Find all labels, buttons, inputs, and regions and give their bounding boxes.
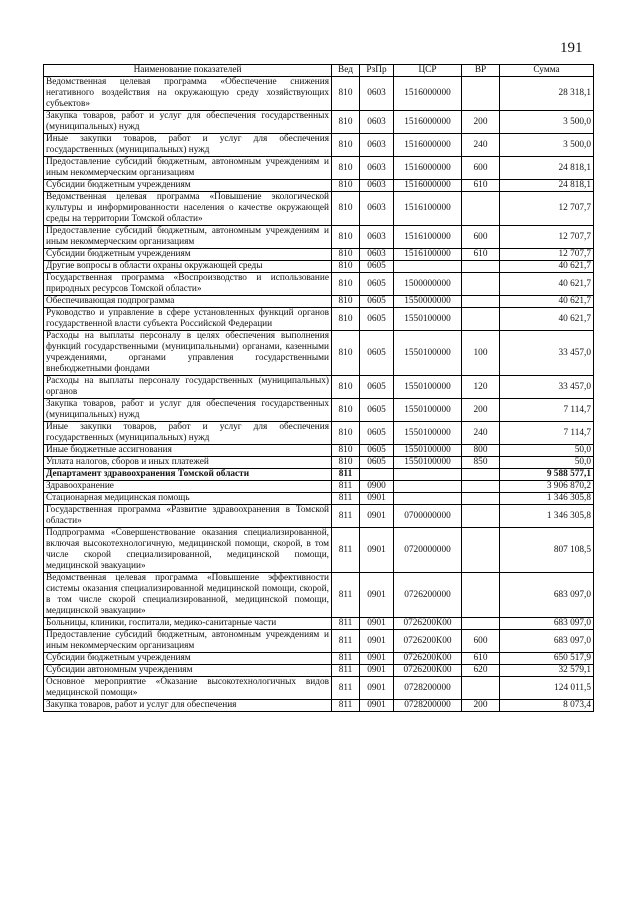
cell-name: Субсидии бюджетным учреждениям <box>44 249 332 261</box>
cell-name: Расходы на выплаты персоналу государственных (муниципальных) органов <box>44 376 332 399</box>
table-row <box>44 422 594 445</box>
cell-csr: 1516000000 <box>394 111 462 134</box>
header-csr: ЦСР <box>394 65 462 77</box>
cell-ved: 811 <box>332 700 360 712</box>
cell-sum: 50,0 <box>500 445 594 457</box>
cell-name: Обеспечивающая подпрограмма <box>44 296 332 308</box>
cell-csr: 1550100000 <box>394 331 462 376</box>
cell-sum: 32 579,1 <box>500 665 594 677</box>
cell-vr <box>462 296 500 308</box>
cell-csr: 0726200К00 <box>394 665 462 677</box>
cell-ved: 811 <box>332 505 360 528</box>
cell-vr: 100 <box>462 331 500 376</box>
cell-vr <box>462 469 500 481</box>
cell-ved: 810 <box>332 249 360 261</box>
table-row <box>44 481 594 493</box>
cell-name: Руководство и управление в сфере установленных функций органов государственной власти субъекта Российской Федерации <box>44 308 332 331</box>
cell-sum: 33 457,0 <box>500 331 594 376</box>
table-row <box>44 226 594 249</box>
table-row <box>44 77 594 111</box>
cell-name: Ведомственная целевая программа «Повышение экологической культуры и информированности населения о качестве окружающей среды на территории Томской области» <box>44 192 332 226</box>
cell-csr <box>394 481 462 493</box>
cell-name: Другие вопросы в области охраны окружающей среды <box>44 261 332 273</box>
table-row <box>44 469 594 481</box>
cell-sum: 40 621,7 <box>500 296 594 308</box>
cell-rzpr: 0603 <box>360 134 394 157</box>
table-row <box>44 573 594 618</box>
cell-ved: 810 <box>332 134 360 157</box>
header-vr: ВР <box>462 65 500 77</box>
cell-name: Закупка товаров, работ и услуг для обеспечения государственных (муниципальных) нужд <box>44 111 332 134</box>
cell-sum: 7 114,7 <box>500 422 594 445</box>
cell-name: Основное мероприятие «Оказание высокотехнологичных видов медицинской помощи» <box>44 677 332 700</box>
cell-rzpr: 0901 <box>360 630 394 653</box>
cell-name: Подпрограмма «Совершенствование оказания специализированной, включая высокотехнологичную, медицинской помощи, скорой, в том числе скорой специализированной, медицинской помощи, медицинской эвакуации» <box>44 528 332 573</box>
cell-name: Закупка товаров, работ и услуг для обеспечения <box>44 700 332 712</box>
cell-ved: 810 <box>332 399 360 422</box>
cell-rzpr: 0605 <box>360 457 394 469</box>
cell-ved: 810 <box>332 157 360 180</box>
table-row <box>44 399 594 422</box>
cell-rzpr: 0605 <box>360 261 394 273</box>
table-row <box>44 180 594 192</box>
cell-csr <box>394 261 462 273</box>
cell-sum: 3 500,0 <box>500 134 594 157</box>
cell-ved: 811 <box>332 528 360 573</box>
cell-ved: 810 <box>332 296 360 308</box>
cell-vr: 600 <box>462 630 500 653</box>
cell-rzpr: 0605 <box>360 422 394 445</box>
cell-vr <box>462 77 500 111</box>
cell-sum: 683 097,0 <box>500 618 594 630</box>
cell-ved: 810 <box>332 180 360 192</box>
table-row <box>44 249 594 261</box>
cell-sum: 12 707,7 <box>500 226 594 249</box>
cell-vr: 200 <box>462 700 500 712</box>
cell-rzpr: 0605 <box>360 399 394 422</box>
cell-sum: 3 500,0 <box>500 111 594 134</box>
cell-vr <box>462 505 500 528</box>
cell-rzpr: 0901 <box>360 528 394 573</box>
cell-vr: 600 <box>462 157 500 180</box>
cell-rzpr: 0603 <box>360 249 394 261</box>
cell-csr: 1516000000 <box>394 157 462 180</box>
cell-csr <box>394 469 462 481</box>
cell-ved: 810 <box>332 77 360 111</box>
cell-vr: 620 <box>462 665 500 677</box>
cell-name: Предоставление субсидий бюджетным, автономным учреждениям и иным некоммерческим организациям <box>44 630 332 653</box>
cell-rzpr: 0901 <box>360 653 394 665</box>
cell-ved: 810 <box>332 331 360 376</box>
cell-csr: 0720000000 <box>394 528 462 573</box>
cell-csr: 0728200000 <box>394 677 462 700</box>
header-ved: Вед <box>332 65 360 77</box>
table-row <box>44 665 594 677</box>
cell-csr: 1550100000 <box>394 308 462 331</box>
cell-rzpr: 0900 <box>360 481 394 493</box>
cell-vr <box>462 308 500 331</box>
cell-rzpr: 0603 <box>360 111 394 134</box>
cell-ved: 811 <box>332 653 360 665</box>
cell-ved: 810 <box>332 445 360 457</box>
cell-vr <box>462 273 500 296</box>
cell-sum: 40 621,7 <box>500 273 594 296</box>
cell-vr: 610 <box>462 180 500 192</box>
cell-sum: 24 818,1 <box>500 180 594 192</box>
cell-csr: 1550000000 <box>394 296 462 308</box>
table-row <box>44 618 594 630</box>
cell-name: Ведомственная целевая программа «Обеспечение снижения негативного воздействия на окружающую среду хозяйствующих субъектов» <box>44 77 332 111</box>
cell-sum: 28 318,1 <box>500 77 594 111</box>
cell-csr: 1550100000 <box>394 399 462 422</box>
cell-sum: 650 517,9 <box>500 653 594 665</box>
cell-name: Закупка товаров, работ и услуг для обеспечения государственных (муниципальных) нужд <box>44 399 332 422</box>
cell-sum: 24 818,1 <box>500 157 594 180</box>
cell-csr: 0728200000 <box>394 700 462 712</box>
cell-sum: 8 073,4 <box>500 700 594 712</box>
cell-sum: 40 621,7 <box>500 261 594 273</box>
cell-rzpr: 0603 <box>360 77 394 111</box>
table-row <box>44 261 594 273</box>
cell-csr: 0726200К00 <box>394 630 462 653</box>
cell-vr: 200 <box>462 111 500 134</box>
cell-name: Здравоохранение <box>44 481 332 493</box>
cell-vr <box>462 192 500 226</box>
cell-ved: 811 <box>332 493 360 505</box>
cell-csr: 1550100000 <box>394 376 462 399</box>
cell-vr <box>462 493 500 505</box>
cell-rzpr: 0605 <box>360 296 394 308</box>
cell-ved: 810 <box>332 226 360 249</box>
header-rzpr: РзПр <box>360 65 394 77</box>
cell-csr: 0726200000 <box>394 573 462 618</box>
cell-csr: 1516000000 <box>394 77 462 111</box>
cell-vr: 120 <box>462 376 500 399</box>
cell-vr <box>462 481 500 493</box>
table-row <box>44 700 594 712</box>
cell-sum: 1 346 305,8 <box>500 493 594 505</box>
cell-rzpr: 0901 <box>360 493 394 505</box>
cell-vr <box>462 618 500 630</box>
table-row <box>44 157 594 180</box>
cell-rzpr: 0901 <box>360 505 394 528</box>
cell-name: Государственная программа «Развитие здравоохранения в Томской области» <box>44 505 332 528</box>
cell-sum: 124 011,5 <box>500 677 594 700</box>
table-row <box>44 493 594 505</box>
table-row <box>44 192 594 226</box>
cell-name: Иные бюджетные ассигнования <box>44 445 332 457</box>
cell-csr: 0700000000 <box>394 505 462 528</box>
cell-rzpr: 0901 <box>360 677 394 700</box>
cell-name: Уплата налогов, сборов и иных платежей <box>44 457 332 469</box>
cell-csr: 1516100000 <box>394 249 462 261</box>
cell-csr: 1516100000 <box>394 226 462 249</box>
cell-sum: 683 097,0 <box>500 630 594 653</box>
cell-vr: 800 <box>462 445 500 457</box>
cell-rzpr: 0603 <box>360 157 394 180</box>
cell-csr: 0726200К00 <box>394 653 462 665</box>
table-row <box>44 653 594 665</box>
table-row <box>44 111 594 134</box>
cell-sum: 33 457,0 <box>500 376 594 399</box>
cell-sum: 12 707,7 <box>500 249 594 261</box>
cell-name: Расходы на выплаты персоналу в целях обеспечения выполнения функций государственными (муниципальными) органами, казенными учреждениями, органами управления государственными внебюджетными фондами <box>44 331 332 376</box>
cell-rzpr: 0603 <box>360 180 394 192</box>
cell-ved: 810 <box>332 376 360 399</box>
cell-name: Субсидии бюджетным учреждениям <box>44 180 332 192</box>
table-row <box>44 331 594 376</box>
cell-sum: 12 707,7 <box>500 192 594 226</box>
cell-vr: 610 <box>462 653 500 665</box>
cell-rzpr: 0605 <box>360 308 394 331</box>
cell-name: Государственная программа «Воспроизводство и использование природных ресурсов Томской области» <box>44 273 332 296</box>
cell-name: Иные закупки товаров, работ и услуг для обеспечения государственных (муниципальных) нужд <box>44 134 332 157</box>
cell-csr: 1516000000 <box>394 134 462 157</box>
cell-name: Предоставление субсидий бюджетным, автономным учреждениям и иным некоммерческим организациям <box>44 226 332 249</box>
cell-vr: 240 <box>462 422 500 445</box>
cell-sum: 40 621,7 <box>500 308 594 331</box>
cell-csr: 1550100000 <box>394 457 462 469</box>
cell-rzpr <box>360 469 394 481</box>
cell-csr: 0726200К00 <box>394 618 462 630</box>
cell-vr: 600 <box>462 226 500 249</box>
cell-csr: 1516000000 <box>394 180 462 192</box>
cell-ved: 811 <box>332 665 360 677</box>
cell-ved: 810 <box>332 111 360 134</box>
table-row <box>44 505 594 528</box>
table-header-row <box>44 65 594 77</box>
cell-name: Иные закупки товаров, работ и услуг для обеспечения государственных (муниципальных) нужд <box>44 422 332 445</box>
cell-ved: 810 <box>332 422 360 445</box>
table-row <box>44 630 594 653</box>
table-row <box>44 677 594 700</box>
table-row <box>44 273 594 296</box>
budget-table <box>43 64 594 712</box>
cell-name: Предоставление субсидий бюджетным, автономным учреждениям и иным некоммерческим организациям <box>44 157 332 180</box>
cell-sum: 3 906 870,2 <box>500 481 594 493</box>
header-sum: Сумма <box>500 65 594 77</box>
table-body <box>44 77 594 712</box>
cell-csr: 1516100000 <box>394 192 462 226</box>
cell-sum: 50,0 <box>500 457 594 469</box>
cell-csr <box>394 493 462 505</box>
cell-rzpr: 0603 <box>360 226 394 249</box>
cell-ved: 810 <box>332 273 360 296</box>
table-row <box>44 457 594 469</box>
cell-rzpr: 0605 <box>360 331 394 376</box>
cell-vr: 610 <box>462 249 500 261</box>
cell-ved: 810 <box>332 457 360 469</box>
cell-ved: 811 <box>332 573 360 618</box>
cell-name: Больницы, клиники, госпитали, медико-санитарные части <box>44 618 332 630</box>
cell-ved: 811 <box>332 618 360 630</box>
header-name: Наименование показателей <box>44 65 332 77</box>
cell-ved: 811 <box>332 677 360 700</box>
cell-name: Стационарная медицинская помощь <box>44 493 332 505</box>
cell-name: Субсидии автономным учреждениям <box>44 665 332 677</box>
cell-csr: 1550100000 <box>394 422 462 445</box>
cell-name: Субсидии бюджетным учреждениям <box>44 653 332 665</box>
cell-name: Департамент здравоохранения Томской области <box>44 469 332 481</box>
cell-sum: 7 114,7 <box>500 399 594 422</box>
cell-ved: 811 <box>332 469 360 481</box>
table-row <box>44 376 594 399</box>
table-row <box>44 528 594 573</box>
cell-rzpr: 0605 <box>360 445 394 457</box>
cell-sum: 9 588 577,1 <box>500 469 594 481</box>
cell-csr: 1550100000 <box>394 445 462 457</box>
cell-sum: 807 108,5 <box>500 528 594 573</box>
cell-vr: 200 <box>462 399 500 422</box>
cell-rzpr: 0605 <box>360 376 394 399</box>
cell-rzpr: 0901 <box>360 618 394 630</box>
cell-rzpr: 0605 <box>360 273 394 296</box>
cell-vr <box>462 573 500 618</box>
cell-vr <box>462 261 500 273</box>
cell-csr: 1500000000 <box>394 273 462 296</box>
cell-ved: 811 <box>332 630 360 653</box>
table-row <box>44 308 594 331</box>
cell-ved: 810 <box>332 192 360 226</box>
cell-rzpr: 0901 <box>360 665 394 677</box>
cell-vr <box>462 677 500 700</box>
cell-vr: 850 <box>462 457 500 469</box>
cell-vr <box>462 528 500 573</box>
cell-sum: 683 097,0 <box>500 573 594 618</box>
page-number: 191 <box>560 40 583 56</box>
cell-rzpr: 0603 <box>360 192 394 226</box>
cell-ved: 810 <box>332 261 360 273</box>
table-row <box>44 296 594 308</box>
table-row <box>44 445 594 457</box>
cell-rzpr: 0901 <box>360 700 394 712</box>
cell-vr: 240 <box>462 134 500 157</box>
cell-name: Ведомственная целевая программа «Повышение эффективности системы оказания специализированной медицинской помощи, скорой, в том числе скорой специализированной, медицинской помощи, медицинской эвакуации» <box>44 573 332 618</box>
cell-sum: 1 346 305,8 <box>500 505 594 528</box>
cell-ved: 810 <box>332 308 360 331</box>
cell-ved: 811 <box>332 481 360 493</box>
cell-rzpr: 0901 <box>360 573 394 618</box>
table-row <box>44 134 594 157</box>
